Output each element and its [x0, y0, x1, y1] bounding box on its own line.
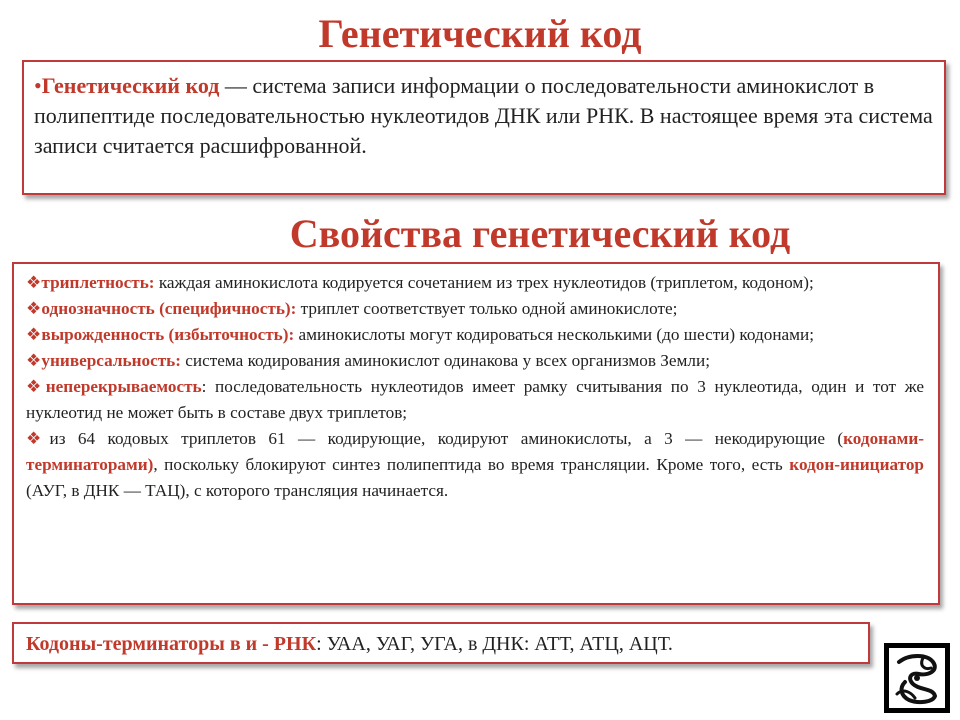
property-text: триплет соответствует только одной аминокислоте; — [296, 299, 678, 318]
properties-title: Свойства генетический код — [289, 211, 791, 256]
property-term: однозначность (специфичность): — [41, 299, 297, 318]
property-item — [26, 322, 924, 348]
diamond-bullet-icon: ❖ — [26, 273, 42, 292]
property-item — [26, 374, 924, 426]
property-term: вырожденность (избыточность): — [41, 325, 295, 344]
diamond-bullet-icon: ❖ — [26, 429, 50, 448]
definition-bullet: • — [34, 73, 42, 98]
property-text: , поскольку блокируют синтез полипептида во время трансляции. Кроме того, есть — [153, 455, 790, 474]
definition-term: Генетический код — [41, 73, 220, 98]
property-item — [26, 270, 924, 296]
properties-box — [12, 262, 940, 605]
property-text: каждая аминокислота кодируется сочетанием из трех нуклеотидов (триплетом, кодоном); — [154, 273, 814, 292]
property-item-last — [26, 426, 924, 504]
property-text: система кодирования аминокислот одинакова у всех организмов Земли; — [181, 351, 710, 370]
diamond-bullet-icon: ❖ — [26, 351, 42, 370]
diamond-bullet-icon: ❖ — [26, 377, 46, 396]
property-text: : последовательность нуклеотидов имеет рамку считывания по 3 нуклеотида, один и тот же нуклеотид не может быть в составе двух триплетов; — [26, 377, 924, 422]
property-text: из 64 кодовых триплетов 61 — кодирующие, кодируют аминокислоты, а 3 — некодирующие ( — [49, 429, 844, 448]
diamond-bullet-icon: ❖ — [26, 325, 42, 344]
property-term: кодонами-терминаторами) — [26, 429, 924, 474]
codons-text: : УАА, УАГ, УГА, в ДНК: АТТ, АТЦ, АЦТ. — [316, 633, 673, 655]
property-item — [26, 296, 924, 322]
property-text: аминокислоты могут кодироваться несколькими (до шести) кодонами; — [294, 325, 815, 344]
property-term: кодон-инициатор — [789, 455, 924, 474]
property-term: неперекрываемость — [45, 377, 202, 396]
diamond-bullet-icon: ❖ — [26, 299, 42, 318]
definition-box — [22, 60, 946, 195]
codons-term: Кодоны-терминаторы в и - РНК — [26, 633, 317, 655]
ornamental-logo-icon — [884, 643, 950, 713]
property-term: универсальность: — [41, 351, 181, 370]
definition-text: — система записи информации о последовательности аминокислот в полипептиде последовательностью нуклеотидов ДНК или РНК. В настоящее время эта система записи считается расшифрованной. — [34, 73, 933, 158]
property-text: (АУГ, в ДНК — ТАЦ), с которого трансляция начинается. — [26, 481, 449, 500]
property-item — [26, 348, 924, 374]
slide-title: Генетический код — [318, 11, 642, 56]
codons-box — [12, 622, 870, 664]
property-term: триплетность: — [41, 273, 155, 292]
